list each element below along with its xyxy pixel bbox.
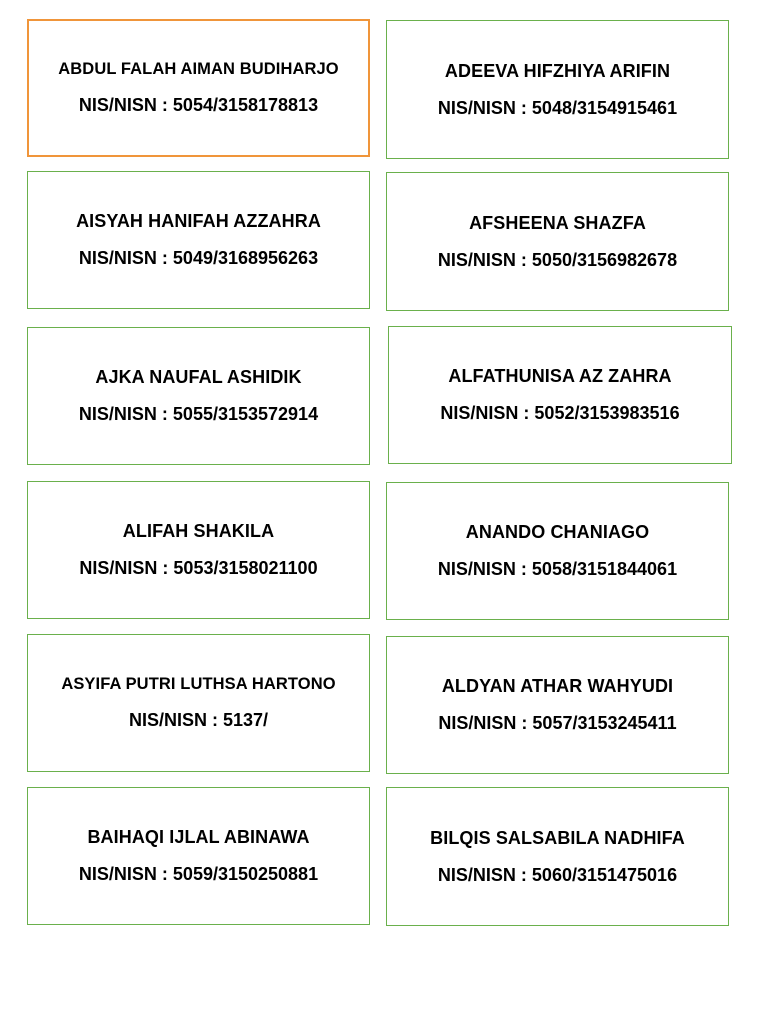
student-name: AISYAH HANIFAH AZZAHRA bbox=[76, 211, 321, 231]
nis-value: 5059/3150250881 bbox=[172, 864, 319, 884]
student-nis bbox=[79, 404, 318, 425]
nis-label: NIS/NISN : bbox=[437, 559, 527, 579]
nis-label: NIS/NISN : bbox=[437, 249, 527, 270]
nis-label: NIS/NISN : bbox=[79, 558, 169, 578]
student-name: ALIFAH SHAKILA bbox=[122, 521, 275, 541]
student-card-11[interactable] bbox=[27, 787, 370, 925]
student-card-9[interactable] bbox=[27, 634, 370, 772]
student-nis bbox=[79, 864, 318, 885]
nis-label: NIS/NISN : bbox=[437, 864, 527, 885]
nis-value: 5057/3153245411 bbox=[532, 713, 677, 733]
nis-value: 5052/3153983516 bbox=[534, 403, 680, 423]
nis-label: NIS/NISN : bbox=[437, 97, 527, 118]
nis-value: 5060/3151475016 bbox=[531, 864, 678, 885]
student-card-7[interactable] bbox=[27, 481, 370, 619]
student-nis bbox=[79, 95, 318, 116]
student-card-1[interactable] bbox=[27, 19, 370, 157]
student-nis bbox=[438, 98, 677, 119]
student-card-4[interactable] bbox=[386, 172, 729, 311]
nis-label: NIS/NISN : bbox=[78, 248, 168, 268]
nis-value: 5053/3158021100 bbox=[173, 558, 318, 578]
nis-label: NIS/NISN : bbox=[78, 95, 168, 115]
nis-label: NIS/NISN : bbox=[78, 404, 168, 424]
student-name: ALDYAN ATHAR WAHYUDI bbox=[441, 676, 674, 696]
student-nis bbox=[79, 558, 317, 579]
nis-value: 5049/3168956263 bbox=[172, 248, 319, 268]
nis-label: NIS/NISN : bbox=[440, 403, 530, 423]
student-nis bbox=[438, 865, 677, 886]
student-name: AFSHEENA SHAZFA bbox=[469, 212, 646, 233]
student-card-12[interactable] bbox=[386, 787, 729, 926]
student-card-2[interactable] bbox=[386, 20, 729, 159]
nis-value: 5055/3153572914 bbox=[172, 404, 319, 424]
nis-value: 5137/ bbox=[222, 710, 269, 730]
student-nis bbox=[79, 248, 318, 269]
student-name: ADEEVA HIFZHIYA ARIFIN bbox=[444, 60, 671, 81]
student-card-5[interactable] bbox=[27, 327, 370, 465]
student-name: BAIHAQI IJLAL ABINAWA bbox=[87, 827, 310, 847]
student-name: ANANDO CHANIAGO bbox=[465, 522, 650, 542]
nis-value: 5050/3156982678 bbox=[531, 249, 678, 270]
student-name: ASYIFA PUTRI LUTHSA HARTONO bbox=[61, 675, 336, 693]
student-name: ABDUL FALAH AIMAN BUDIHARJO bbox=[58, 60, 339, 78]
student-nis bbox=[438, 559, 677, 580]
student-nis bbox=[438, 713, 676, 734]
nis-label: NIS/NISN : bbox=[128, 710, 218, 730]
nis-value: 5058/3151844061 bbox=[531, 559, 678, 579]
student-card-8[interactable] bbox=[386, 482, 729, 620]
student-card-10[interactable] bbox=[386, 636, 729, 774]
nis-value: 5048/3154915461 bbox=[531, 97, 678, 118]
nis-label: NIS/NISN : bbox=[78, 864, 168, 884]
student-name: AJKA NAUFAL ASHIDIK bbox=[95, 367, 302, 387]
nis-label: NIS/NISN : bbox=[438, 713, 528, 733]
student-nis bbox=[438, 250, 677, 271]
student-card-6[interactable] bbox=[388, 326, 732, 464]
student-nis bbox=[440, 403, 679, 424]
nis-value: 5054/3158178813 bbox=[172, 95, 319, 115]
student-name: BILQIS SALSABILA NADHIFA bbox=[430, 827, 685, 848]
student-nis bbox=[129, 710, 268, 731]
student-name: ALFATHUNISA AZ ZAHRA bbox=[448, 366, 672, 386]
student-card-3[interactable] bbox=[27, 171, 370, 309]
